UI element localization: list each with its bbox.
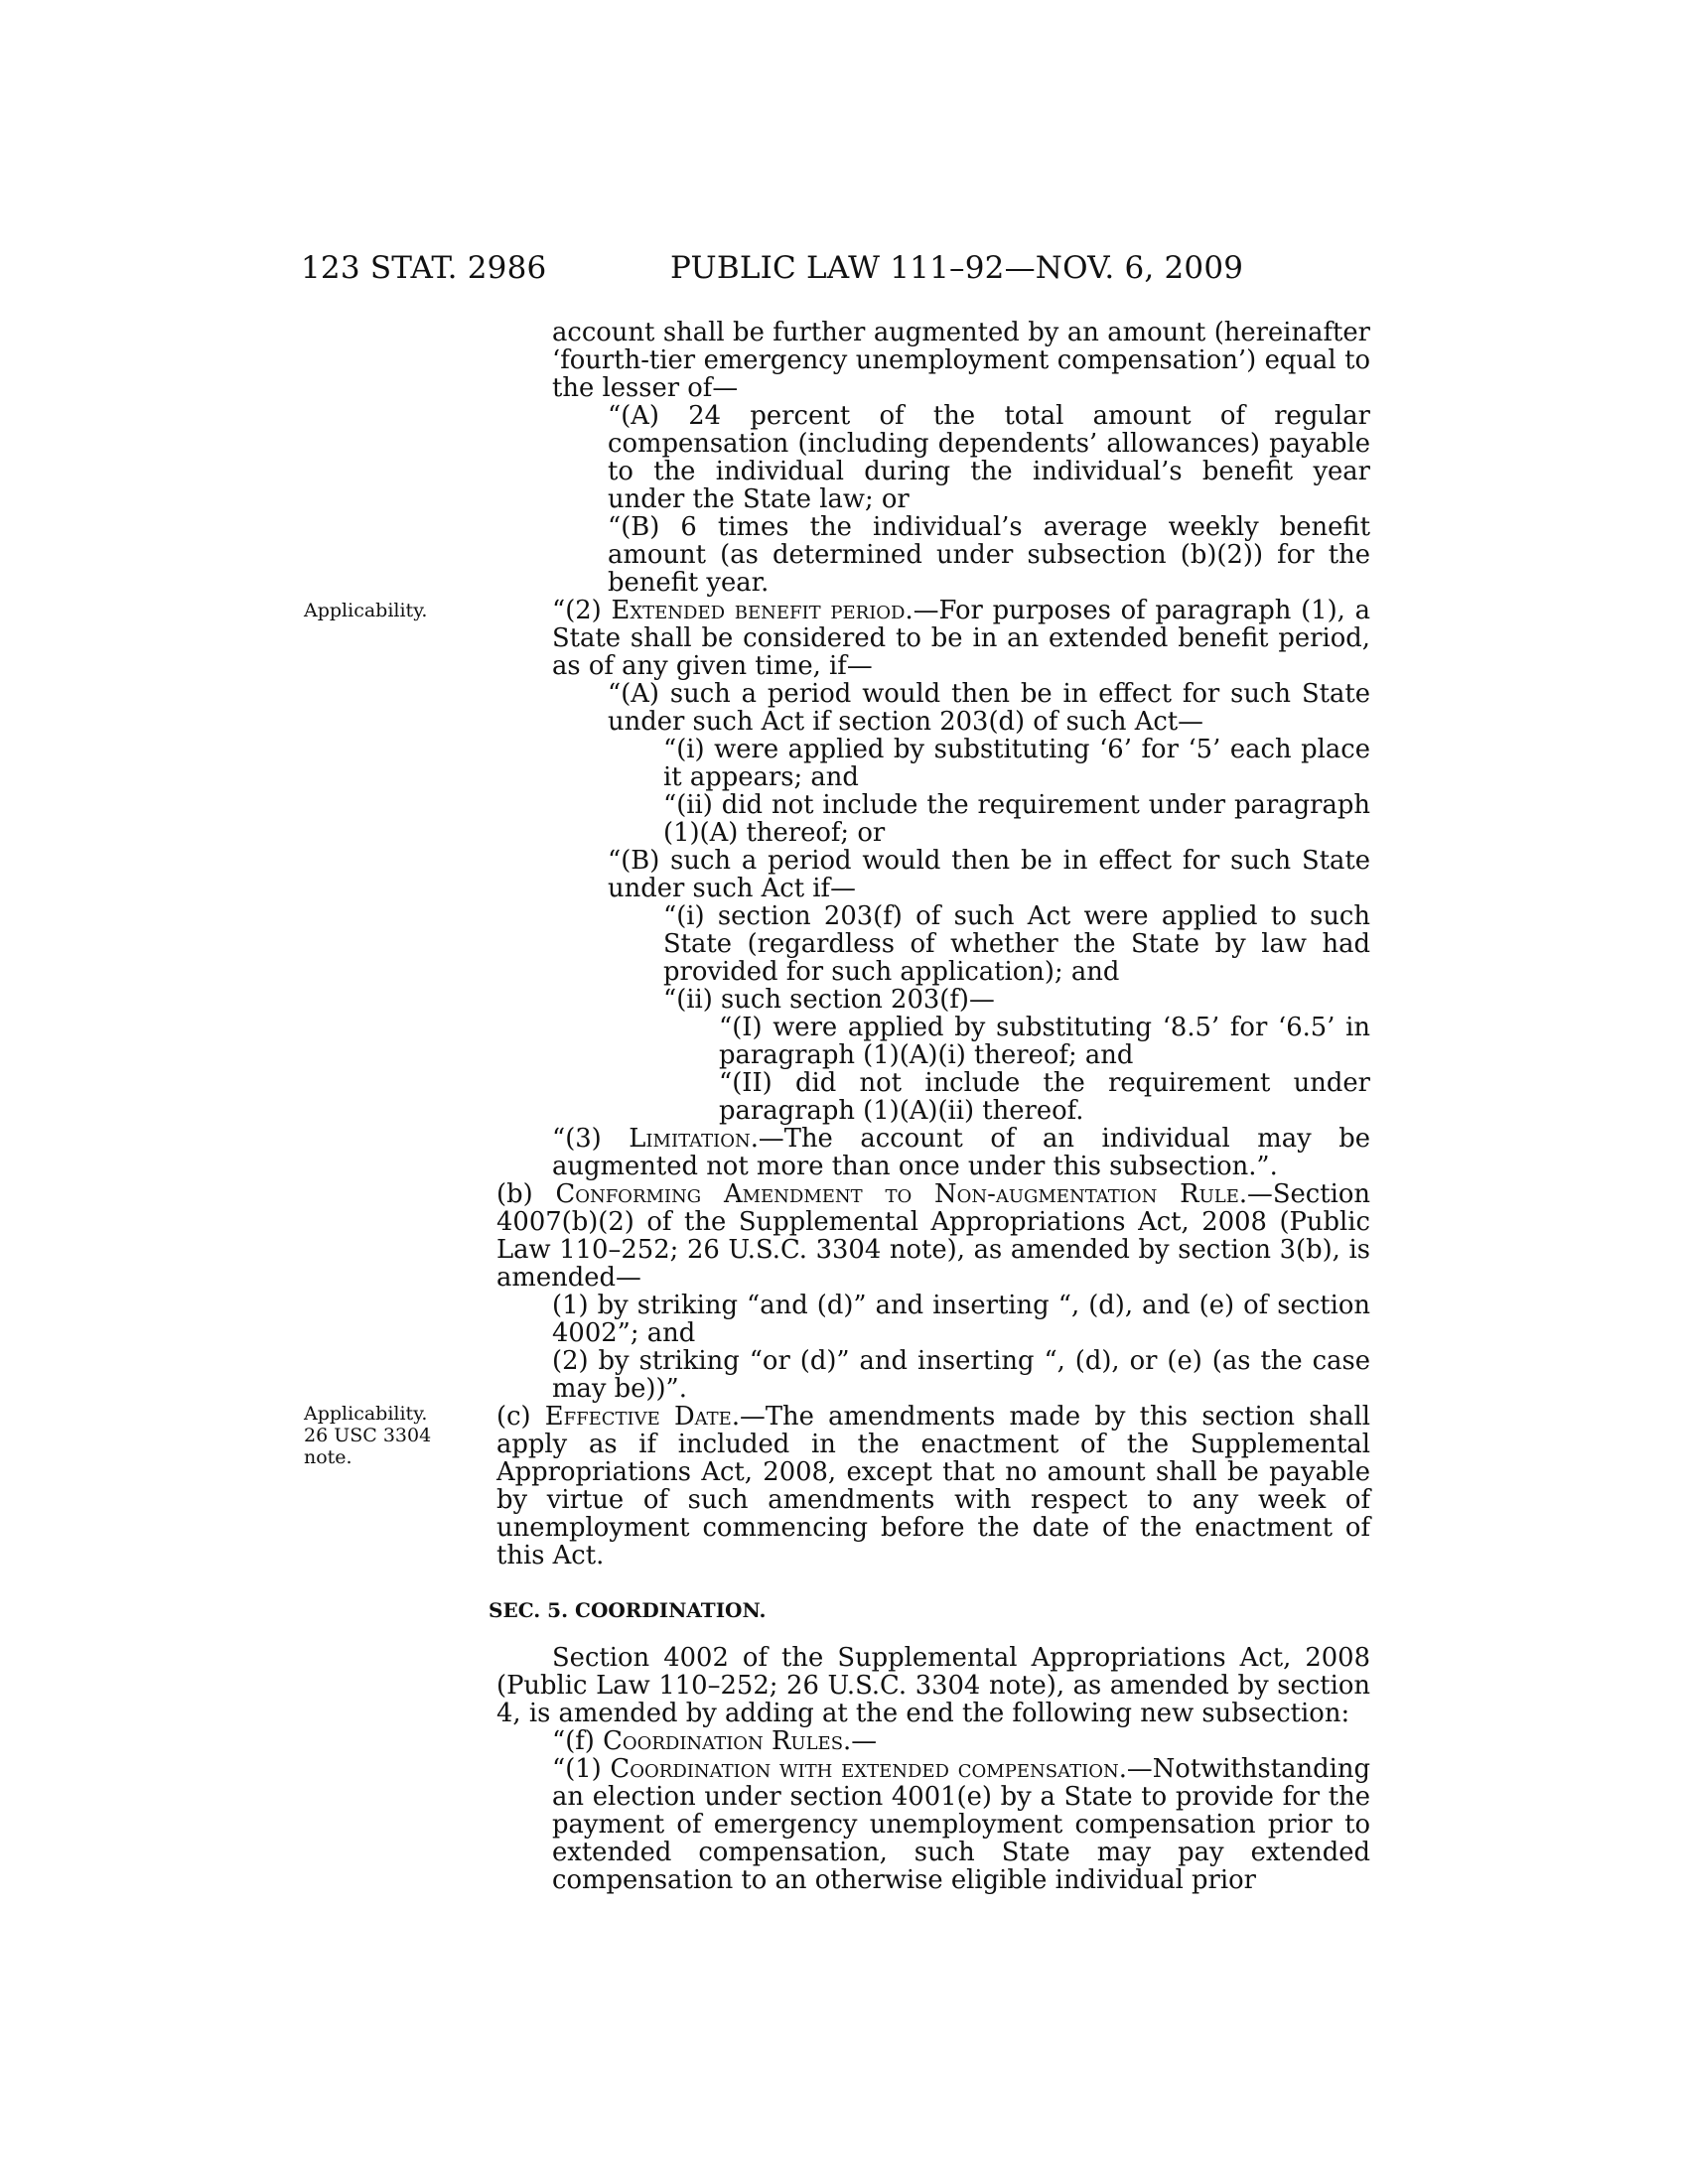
statute-body xyxy=(489,318,1371,1895)
paragraph-3-limitation xyxy=(552,1125,1370,1180)
paragraph-continuation: account shall be further augmented by an amount (hereinafter ‘fourth-tier emergency unemployment compensation’) equal to the lesser of— xyxy=(552,318,1370,403)
page-citation: 123 STAT. 2986 xyxy=(301,250,547,286)
running-header: PUBLIC LAW 111–92—NOV. 6, 2009 xyxy=(670,250,1244,286)
paragraph-3-text: .—The account of an individual may be augmented not more than once under this subsection.”. xyxy=(552,1124,1370,1181)
subsection-c-heading: Effective Date xyxy=(544,1402,732,1432)
subsection-c-text: .—The amendments made by this section shall apply as if included in the enactment of the Supplemental Appropriations Act, 2008, except that no amount shall be payable by virtue of such amendments with respect to any week of unemployment commencing before the date of the enactment of this Act. xyxy=(496,1402,1370,1570)
subsection-c-number: (c) xyxy=(496,1402,545,1432)
margin-note-applicability: Applicability. xyxy=(304,600,428,621)
margin-note-usc-citation: 26 USC 3304 xyxy=(304,1425,432,1446)
subsection-f-paragraph-1-number: “(1) xyxy=(552,1754,611,1784)
subsection-b-heading: Conforming Amendment to Non-augmentation Rule xyxy=(555,1179,1239,1209)
subparagraph-2b: “(B) such a period would then be in effect for such State under such Act if— xyxy=(608,846,1370,903)
clause-2b-ii: “(ii) such section 203(f)— xyxy=(663,985,995,1015)
subparagraph-a xyxy=(608,402,1370,513)
subsection-f-dash: .— xyxy=(843,1726,878,1756)
paragraph-2-number: “(2) xyxy=(552,596,612,625)
paragraph-2-text: .—For purposes of paragraph (1), a State shall be considered to be in an extended benefit period, as of any given time, if— xyxy=(552,596,1370,681)
subsection-f-paragraph-1-text: .—Notwithstanding an election under section 4001(e) by a State to provide for the payment of emergency unemployment compensation prior to extended compensation, such State may pay extended compensation to an otherwise eligible individual prior xyxy=(552,1754,1370,1895)
paragraph-3-heading: Limitation xyxy=(629,1124,751,1154)
subparagraph-2a: “(A) such a period would then be in effect for such State under such Act if section 203(d) of such Act— xyxy=(608,679,1370,737)
margin-note-note: note. xyxy=(304,1446,352,1468)
clause-2b-i: “(i) section 203(f) of such Act were applied to such State (regardless of whether the State by law had provided for such application); and xyxy=(663,901,1370,987)
subclause-I: “(I) were applied by substituting ‘8.5’ for ‘6.5’ in paragraph (1)(A)(i) thereof; and xyxy=(719,1013,1370,1070)
subclause-II: “(II) did not include the requirement under paragraph (1)(A)(ii) thereof. xyxy=(719,1068,1370,1126)
subparagraph-a-text: “(A) 24 percent of the total amount of regular compensation (including dependents’ allowances) payable to the individual during the individual’s benefit year under the State law; or xyxy=(608,401,1370,514)
subsection-b-text: .—Section 4007(b)(2) of the Supplemental Appropriations Act, 2008 (Public Law 110–252; 26 U.S.C. 3304 note), as amended by section 3(b), is amended— xyxy=(496,1179,1371,1293)
paragraph-3-number: “(3) xyxy=(552,1124,630,1154)
amendment-item-2: (2) by striking “or (d)” and inserting “, (d), or (e) (as the case may be))”. xyxy=(552,1346,1370,1404)
amendment-item-1: (1) by striking “and (d)” and inserting “, (d), and (e) of section 4002”; and xyxy=(552,1291,1370,1348)
margin-note-applicability-2: Applicability. xyxy=(304,1403,428,1425)
subsection-f-paragraph-1 xyxy=(552,1755,1370,1894)
paragraph-2-heading: Extended benefit period xyxy=(611,596,906,625)
subsection-b-conforming-amendment xyxy=(496,1180,1370,1292)
clause-2a-i: “(i) were applied by substituting ‘6’ for ‘5’ each place it appears; and xyxy=(663,735,1370,792)
clause-2a-ii: “(ii) did not include the requirement under paragraph (1)(A) thereof; or xyxy=(663,790,1370,848)
paragraph-2-extended-benefit-period xyxy=(552,597,1370,680)
subsection-c-effective-date xyxy=(496,1403,1370,1570)
subsection-f-heading: Coordination Rules xyxy=(603,1726,844,1756)
subsection-f-coordination-rules xyxy=(552,1727,1370,1755)
subparagraph-b: “(B) 6 times the individual’s average weekly benefit amount (as determined under subsection (b)(2)) for the benefit year. xyxy=(608,512,1370,598)
section-5-heading: SEC. 5. COORDINATION. xyxy=(489,1598,767,1622)
subsection-b-number: (b) xyxy=(496,1179,556,1209)
section-5-intro: Section 4002 of the Supplemental Appropriations Act, 2008 (Public Law 110–252; 26 U.S.C. 3304 note), as amended by section 4, is amended by adding at the end the following new subsection: xyxy=(496,1643,1370,1728)
subsection-f-paragraph-1-heading: Coordination with extended compensation xyxy=(610,1754,1119,1784)
subsection-f-number: “(f) xyxy=(552,1726,604,1756)
